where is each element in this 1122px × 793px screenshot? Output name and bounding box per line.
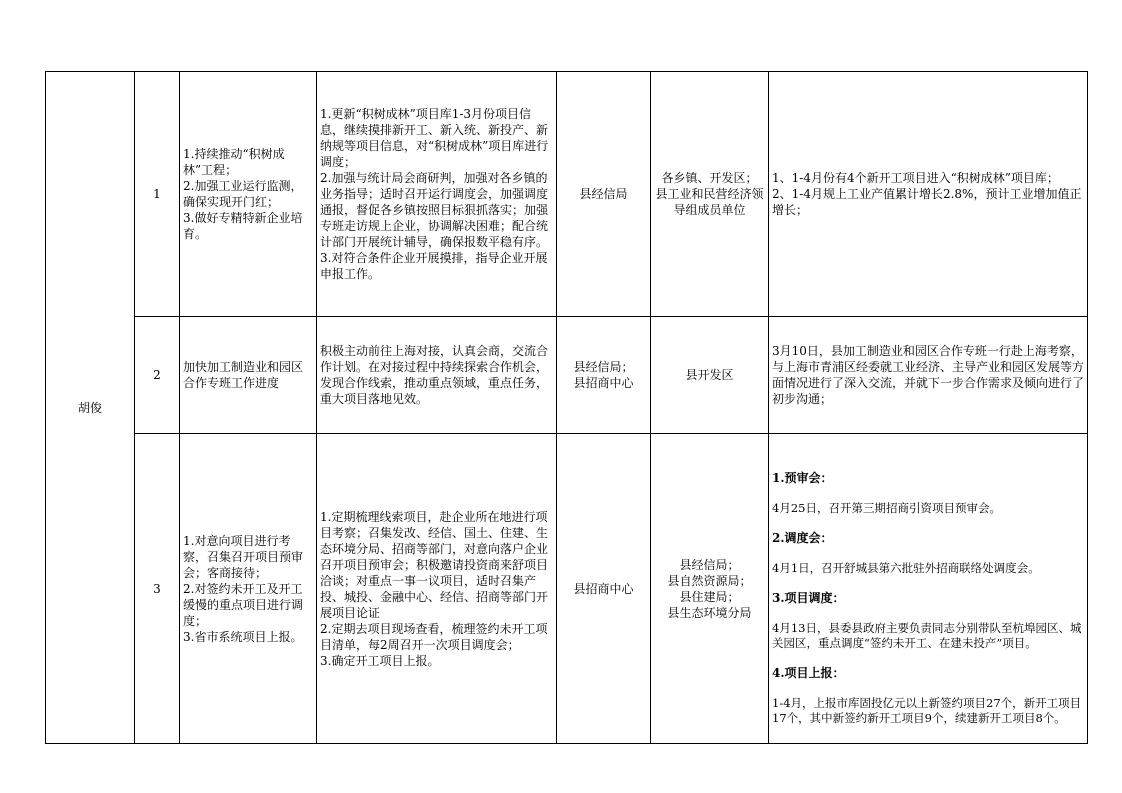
row-index: 3 <box>135 434 180 744</box>
measures-cell: 1.更新“积树成林”项目库1-3月份项目信息，继续摸排新开工、新入统、新投产、新纳规等项目信息，对“积树成林”项目库进行调度； 2.加强与统计局会商研判，加强对各乡镇的业务指导；适时召开运行调度会，加强调度通报，督促各乡镇按照目标狠抓落实；加强专班走访规上企业，协调解决困难；配合统计部门开展统计辅导，确保报数平稳有序。 3.对符合条件企业开展摸排，指导企业开展申报工作。 <box>317 72 557 317</box>
progress-section-heading: 1.预审会： <box>772 471 833 485</box>
cooperate-unit-cell: 县开发区 <box>651 317 769 434</box>
table-row <box>46 72 1088 317</box>
progress-section-heading: 3.项目调度： <box>772 591 845 605</box>
progress-section-text: 1-4月，上报市库固投亿元以上新签约项目27个，新开工项目17个，其中新签约新开工项目9个，续建新开工项目8个。 <box>772 696 1082 725</box>
lead-unit-cell: 县经信局 <box>557 72 651 317</box>
progress-cell: 1、1-4月份有4个新开工项目进入“积树成林”项目库； 2、1-4月规上工业产值累计增长2.8%，预计工业增加值正增长； <box>769 72 1088 317</box>
work-progress-table <box>45 71 1088 744</box>
task-cell: 1.对意向项目进行考察，召集召开项目预审会；客商接待； 2.对签约未开工及开工缓慢的重点项目进行调度； 3.省市系统项目上报。 <box>180 434 317 744</box>
cooperate-unit-cell: 县经信局； 县自然资源局； 县住建局； 县生态环境分局 <box>651 434 769 744</box>
row-index: 1 <box>135 72 180 317</box>
progress-section-heading: 2.调度会： <box>772 531 833 545</box>
task-cell: 1.持续推动“积树成林”工程； 2.加强工业运行监测，确保实现开门红； 3.做好专精特新企业培育。 <box>180 72 317 317</box>
measures-cell: 积极主动前往上海对接，认真会商，交流合作计划。在对接过程中持续探索合作机会，发现合作线索，推动重点领域，重点任务，重大项目落地见效。 <box>317 317 557 434</box>
progress-section-text: 4月25日，召开第三期招商引资项目预审会。 <box>772 501 1001 515</box>
row-index: 2 <box>135 317 180 434</box>
progress-section-text: 4月13日，县委县政府主要负责同志分别带队至杭埠园区、城关园区，重点调度“签约未开工、在建未投产”项目。 <box>772 621 1082 650</box>
progress-cell: 3月10日，县加工制造业和园区合作专班一行赴上海考察，与上海市青浦区经委就工业经济、主导产业和园区发展等方面情况进行了深入交流，并就下一步合作需求及倾向进行了初步沟通； <box>769 317 1088 434</box>
progress-section-text: 4月1日，召开舒城县第六批驻外招商联络处调度会。 <box>772 561 1040 575</box>
cooperate-unit-cell: 各乡镇、开发区； 县工业和民营经济领导组成员单位 <box>651 72 769 317</box>
lead-unit-cell: 县经信局； 县招商中心 <box>557 317 651 434</box>
task-cell: 加快加工制造业和园区合作专班工作进度 <box>180 317 317 434</box>
progress-cell <box>769 434 1088 744</box>
progress-section-heading: 4.项目上报： <box>772 666 845 680</box>
measures-cell: 1.定期梳理线索项目，赴企业所在地进行项目考察；召集发改、经信、国土、住建、生态环境分局、招商等部门，对意向落户企业召开项目预审会；积极邀请投资商来舒项目洽谈；对重点一事一议项目，适时召集产投、城投、金融中心、经信、招商等部门开展项目论证 2.定期去项目现场查看，梳理签约未开工项目清单，每2周召开一次项目调度会； 3.确定开工项目上报。 <box>317 434 557 744</box>
owner-cell: 胡俊 <box>46 72 135 744</box>
table-row <box>46 434 1088 744</box>
table-row <box>46 317 1088 434</box>
lead-unit-cell: 县招商中心 <box>557 434 651 744</box>
